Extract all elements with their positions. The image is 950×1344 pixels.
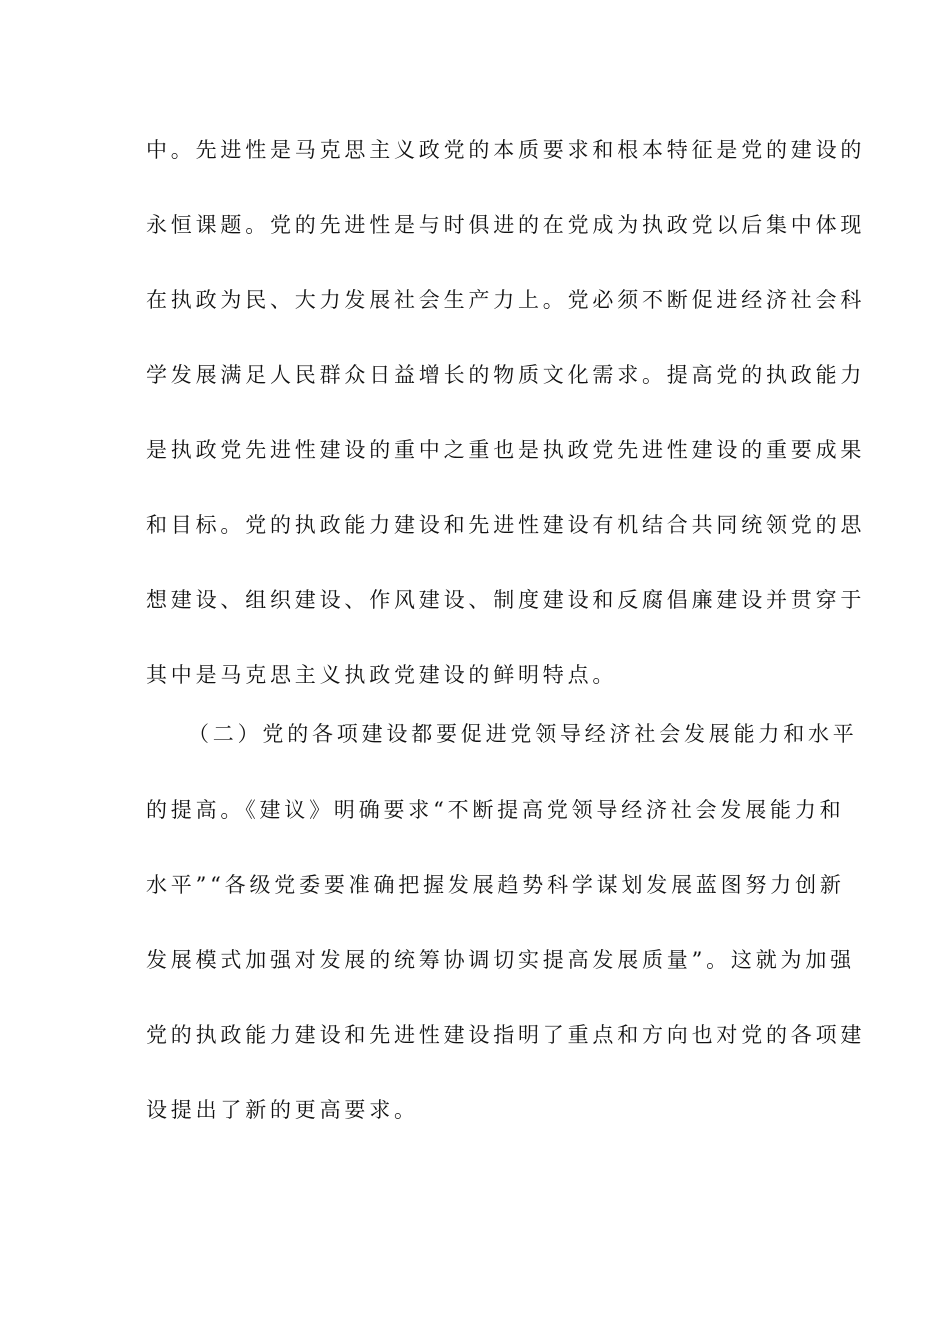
paragraph-1-line-6: 和目标。党的执政能力建设和先进性建设有机结合共同统领党的思 [146,513,866,537]
paragraph-1-line-5: 是执政党先进性建设的重中之重也是执政党先进性建设的重要成果 [146,438,866,462]
paragraph-2-line-1: （二）党的各项建设都要促进党领导经济社会发展能力和水平 [188,722,858,746]
paragraph-2-line-3: 水平”“各级党委要准确把握发展趋势科学谋划发展蓝图努力创新 [146,873,845,897]
paragraph-2-line-5: 党的执政能力建设和先进性建设指明了重点和方向也对党的各项建 [146,1023,866,1047]
paragraph-1-line-7: 想建设、组织建设、作风建设、制度建设和反腐倡廉建设并贯穿于 [146,588,866,612]
paragraph-2-line-2: 的提高。《建议》明确要求“不断提高党领导经济社会发展能力和 [146,798,845,822]
paragraph-1-line-8: 其中是马克思主义执政党建设的鲜明特点。 [146,663,618,687]
paragraph-1-line-3: 在执政为民、大力发展社会生产力上。党必须不断促进经济社会科 [146,288,866,312]
paragraph-1-line-4: 学发展满足人民群众日益增长的物质文化需求。提高党的执政能力 [146,363,866,387]
paragraph-1-line-1: 中。先进性是马克思主义政党的本质要求和根本特征是党的建设的 [146,138,866,162]
paragraph-2-line-4: 发展模式加强对发展的统筹协调切实提高发展质量”。这就为加强 [146,948,855,972]
paragraph-2-line-6: 设提出了新的更高要求。 [146,1098,419,1122]
paragraph-1-line-2: 永恒课题。党的先进性是与时俱进的在党成为执政党以后集中体现 [146,213,866,237]
